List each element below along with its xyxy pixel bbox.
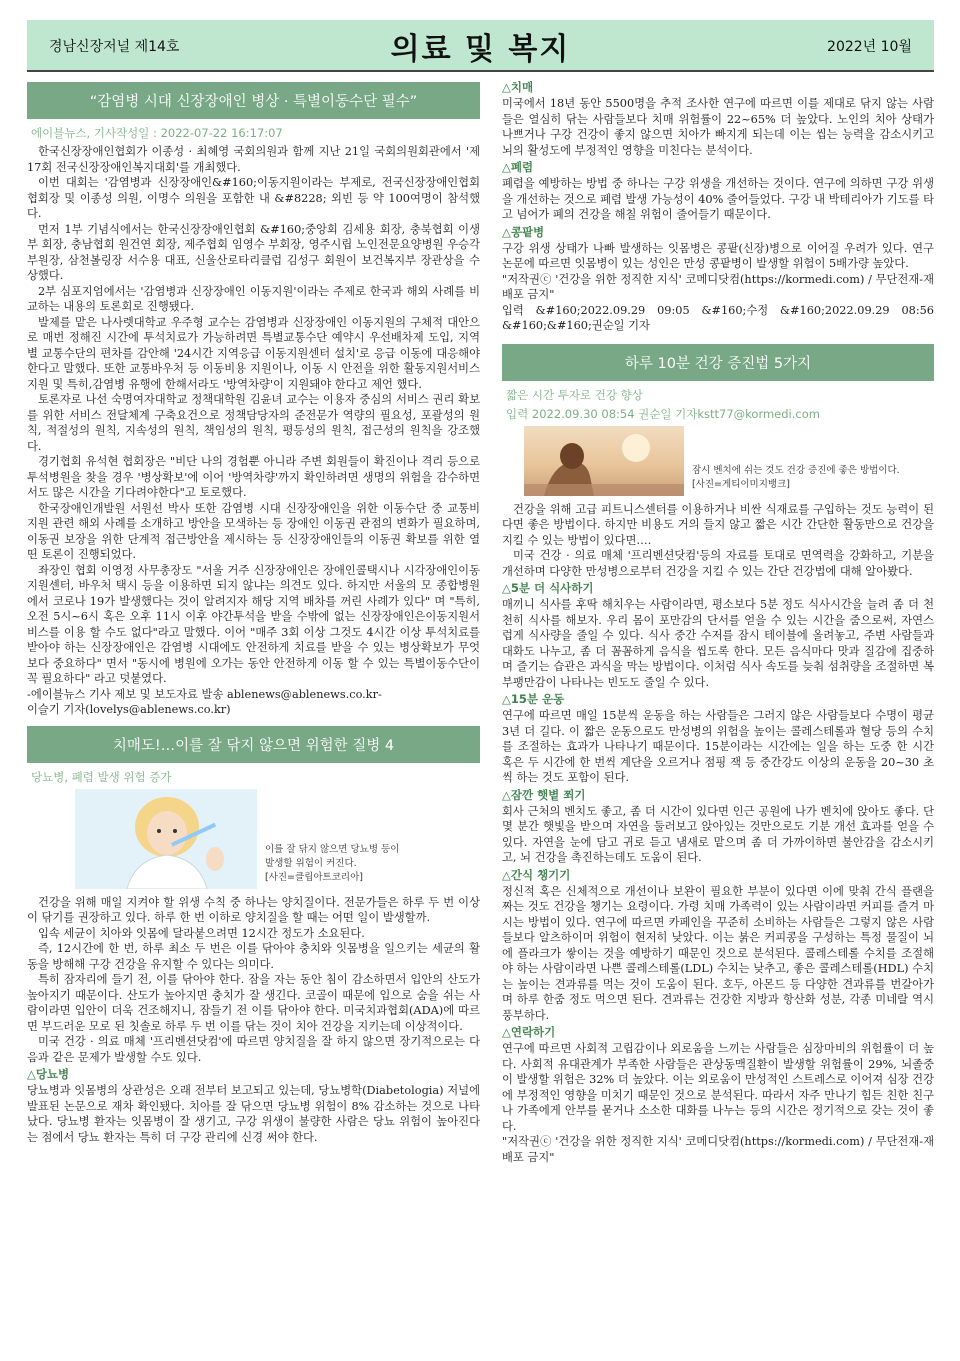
article2-subtitle: 당뇨병, 폐렴 발생 위험 증가 (31, 769, 172, 784)
dementia-heading: △치매 (502, 80, 534, 94)
pneumonia-text: 폐렴을 예방하는 방법 중 하나는 구강 위생을 개선하는 것이다. 연구에 의하면 구강 위생을 개선하는 것으로 폐렴 발생 가능성이 40% 줄어들었다. 구강 내 박테리아가 기도를 타고 넘어가 폐의 건강을 해칠 위험이 줄어들기 때문이다. (502, 177, 934, 221)
article2-title: 치매도!…이를 잘 닦지 않으면 위험한 질병 4 (27, 726, 480, 763)
diabetes-text: 당뇨병과 잇몸병의 상관성은 오래 전부터 보고되고 있는데, 당뇨병학(Diabetologia) 저널에 발표된 논문으로 재차 확인됐다. 치아를 잘 닦으면 당뇨병 위험이 8% 감소하는 것으로 나타났다. 당뇨병 환자는 잇몸병이 잘 생기고, 구강 위생이 불량한 사람은 당뇨 위험이 높아진다는 점에서 당뇨 환자는 특히 더 구강 관리에 신경 써야 한다. (27, 1084, 480, 1144)
snack-text: 정신적 혹은 신체적으로 개선이나 보완이 필요한 부분이 있다면 이에 맞춰 간식 플랜을 짜는 것도 건강을 챙기는 요령이다. 가령 치매 가족력이 있는 사람이라면 커피를 즐겨 마시는 방법이 있다. 연구에 따르면 카페인을 꾸준히 소비하는 사람들은 그렇지 않은 사람들보다 알츠하이머 위험이 현저히 낮았다. 이는 붉은 커피콩을 구성하는 특정 물질이 뇌에 플라크가 쌓이는 것을 예방하기 때문인 것으로 분석된다. 콜레스테롤 수치를 조절해야 하는 사람이라면 나쁜 콜레스테롤(LDL) 수치는 낮추고, 좋은 콜레스테롤(HDL) 수치는 높이는 견과류를 먹는 것이 도움이 된다. 호두, 아몬드 등 다양한 견과류를 번갈아가며 하루 한줌 정도 먹으면 된다. 견과류는 건강한 지방과 항산화 성분, 각종 미네랄 역시 풍부하다. (502, 884, 934, 1022)
article2-paragraph: 즉, 12시간에 한 번, 하루 최소 두 번은 이를 닦아야 충치와 잇몸병을 일으키는 세균의 활동을 방해해 구강 건강을 유지할 수 있다는 의미다. (27, 942, 480, 971)
left-column (27, 82, 480, 1145)
toothbrush-photo (75, 789, 257, 889)
article2-copyright: "저작권ⓒ '건강을 위한 정직한 지식' 코메디닷컴(https://kormedi.com) / 무단전재-재배포 금지" (502, 272, 934, 301)
article2-paragraph: 특히 잠자리에 들기 전, 이를 닦아야 한다. 잠을 자는 동안 침이 감소하면서 입안의 산도가 높아지기 때문이다. 산도가 높아지면 충치가 잘 생긴다. 코골이 때문에 입으로 숨을 쉬는 사람이라면 입안이 더욱 건조해지니, 잠들기 전 이를 닦아야 한다. 미국치과협회(ADA)에 따르면 부드러운 모로 된 칫솔로 하루 두 번 이를 닦는 것이 치아 건강을 지키는데 이상적이다. (27, 973, 480, 1033)
sunlight-heading: △잠깐 햇볕 쬐기 (502, 787, 586, 802)
article3-title: 하루 10분 건강 증진법 5가지 (502, 344, 934, 381)
article2-input-line: 입력 &#160;2022.09.29 09:05 &#160;수정 &#160;2022.09.29 08:56 &#160;&#160;권순일 기자 (502, 303, 934, 332)
right-column (502, 78, 934, 1165)
article3-intro: 건강을 위해 고급 피트니스센터를 이용하거나 비싼 식재료를 구입하는 것도 능력이 된다면 좋은 방법이다. 하지만 비용도 거의 들지 않고 짧은 시간 간단한 활동만으로 건강을 지킬 수 있는 방법이 있다면…. (502, 502, 934, 547)
diabetes-heading: △당뇨병 (27, 1067, 70, 1081)
article1-paragraph: 한국장애인개발원 서원선 박사 또한 감염병 시대 신장장애인을 위한 이동수단 중 교통비 지원 관련 해외 사례를 소개하고 방안을 모색하는 등 장애인 이동권 관점의 변화가 필요하며, 이동권 보장을 위한 단계적 접근방안을 제시하는 등 신장장애인들의 이동권 확보를 위한 열띤 토론이 진행되었다. (27, 501, 480, 561)
article2-caption: 이를 잘 닦지 않으면 당뇨병 등이 발생할 위험이 커진다. [사진=클립아트코리아] (265, 843, 400, 883)
page-title: 의료 및 복지 (390, 32, 571, 67)
article1-paragraph: 토론자로 나선 숙명여자대학교 정책대학원 김윤녀 교수는 이용자 중심의 서비스 권리 확보를 위한 서비스 전달체계 구축요건으로 정책담당자의 준전문가 역량의 필요성, 포괄성의 원칙, 적절성의 원칙, 지속성의 원칙, 책임성의 원칙, 평등성의 원칙, 접근성의 원칙을 강조했다. (27, 393, 480, 453)
article3-caption: 잠시 벤치에 쉬는 것도 건강 증진에 좋은 방법이다. [사진=게티이미지뱅크] (692, 464, 900, 490)
eating-heading: △5분 더 식사하기 (502, 581, 594, 595)
article3-subtitle: 짧은 시간 투자로 건강 향상 (506, 387, 643, 402)
issue-date: 2022년 10월 (827, 39, 912, 55)
article1-author: 이슬기 기자(lovelys@ablenews.co.kr) (27, 703, 231, 716)
article1-paragraph: 좌장인 협회 이영정 사무총장도 "서울 거주 신장장애인은 장애인콜택시나 시각장애인이동지원센터, 바우처 택시 등을 이용하면 되지 않냐는 의견도 있다. 하지만 서울의 모 종합병원에서 코로나 19가 발생했다는 것이 알려지자 해당 지역 배차를 꺼린 사례가 있다" 며 "특히, 오전 5시~6시 혹은 오후 11시 이후 야간투석을 받을 수밖에 없는 신장장애인은이동지원서비스를 이용 할 수도 없다"라고 말했다. 이어 "매주 3회 이상 그것도 4시간 이상 투석치료를 받아야 하는 신장장애인은 감염병 시대에도 안전하게 치료를 받을 수 있는 병상확보가 무엇보다 중요하다" 면서 "동시에 병원에 오가는 동안 안전하게 이동 할 수 있는 특별이동수단이 꼭 필요하다" 라고 덧붙였다. (27, 563, 480, 685)
sunlight-text: 회사 근처의 벤치도 좋고, 좀 더 시간이 있다면 인근 공원에 나가 벤치에 앉아도 좋다. 단 몇 분간 햇빛을 받으며 자연을 둘러보고 앉아있는 것만으로도 기분 개선 효과를 얻을 수 있다. 자연을 눈에 담고 귀로 듣고 냄새로 맡으며 좀 더 가까이하면 불안감을 감소시키고, 뇌 건강을 촉진하는데도 도움이 된다. (502, 804, 934, 864)
article1-paragraph: 2부 심포지엄에서는 '감염병과 신장장애인 이동지원'이라는 주제로 한국과 해외 사례를 비교하는 내용의 토론회로 진행됐다. (27, 284, 480, 313)
article1-byline: 에이블뉴스, 기사작성일 : 2022-07-22 16:17:07 (31, 126, 283, 140)
article3-copyright: "저작권ⓒ '건강을 위한 정직한 지식' 코메디닷컴(https://kormedi.com) / 무단전재-재배포 금지" (502, 1135, 934, 1164)
contact-text: 연구에 따르면 사회적 고립감이나 외로움을 느끼는 사람들은 심장마비의 위험률이 더 높다. 사회적 유대관계가 부족한 사람들은 관상동맥질환이 발생할 위험률이 29%, 뇌졸중이 발생할 위험은 32% 더 높았다. 이는 외로움이 만성적인 스트레스로 이어져 심장 건강에 부정적인 영향을 미치기 때문인 것으로 분석된다. 따라서 자주 만나기 힘든 친한 친구나 가족에게 안부를 묻거나 소소한 대화를 나누는 등의 시간은 정기적으로 갖는 것이 좋다. (502, 1042, 934, 1133)
article3-byline: 입력 2022.09.30 08:54 권순일 기자kstt77@kormedi.com (506, 406, 820, 421)
article1-paragraph: 이번 대회는 '감염병과 신장장애인&#160;이동지원이라는 부제로, 전국신장장애인협회 협회장 및 이종성 의원, 이명수 의원을 포함한 내 &#8228; 외빈 등 약 100여명이 참석했다. (27, 176, 480, 220)
kidney-text: 구강 위생 상태가 나빠 발생하는 잇몸병은 콩팥(신장)병으로 이어질 우려가 있다. 연구 논문에 따르면 잇몸병이 있는 성인은 만성 콩팥병이 발생할 위험이 5배가량 높았다. (502, 241, 934, 270)
contact-heading: △연락하기 (502, 1025, 556, 1039)
article2-paragraph: 건강을 위해 매일 지켜야 할 위생 수칙 중 하나는 양치질이다. 전문가들은 하루 두 번 이상 이 닦기를 권장하고 있다. 하루 한 번 이하로 양치질을 할 때는 어떤 일이 발생할까. (27, 895, 480, 924)
snack-heading: △간식 챙기기 (502, 867, 571, 882)
article3-intro: 미국 건강 · 의료 매체 '프리벤션닷컴'등의 자료를 토대로 면역력을 강화하고, 기분을 개선하며 다양한 만성병으로부터 건강을 지킬 수 있는 간단 건강법에 대해 알아봤다. (502, 549, 934, 578)
article1-footer: -에이블뉴스 기사 제보 및 보도자료 발송 ablenews@ablenews.co.kr- (27, 687, 382, 701)
article3-figure (502, 426, 934, 496)
article1-paragraph: 먼저 1부 기념식에서는 한국신장장애인협회 &#160;중앙회 김세용 회장, 충북협회 이생부 회장, 충남협회 원건연 회장, 제주협회 임영수 부회장, 영주시립 노인전문요양병원 우승각 부원장, 삼천볼링장 서수용 대표, 신울산로타리클럽 김성구 회원이 보건복지부 장관상을 수상했다. (27, 222, 480, 282)
article2-paragraph: 입속 세균이 치아와 잇몸에 달라붙으려면 12시간 정도가 소요된다. (38, 926, 365, 940)
sunset-bench-photo (524, 426, 684, 496)
exercise-heading: △15분 운동 (502, 692, 565, 706)
masthead (27, 20, 934, 72)
eating-text: 매끼니 식사를 후딱 해치우는 사람이라면, 평소보다 5분 정도 식사시간을 늘려 좀 더 천천히 식사를 해보자. 우리 몸이 포만감의 단서를 얻을 수 있는 시간을 줌으로써, 자연스럽게 식사량을 줄일 수 있다. 식사 중간 수저를 잠시 테이블에 올려놓고, 주변 사람들과 대화도 나누고, 좀 더 꼼꼼하게 음식을 씹도록 한다. 모든 음식마다 맛과 질감에 집중하며 즐기는 습관은 과식을 막는 방법이다. 이처럼 식사 속도를 늦춰 섬취량을 조절하면 복부팽만감이 나타나는 빈도도 줄일 수 있다. (502, 598, 934, 689)
kidney-heading: △콩팥병 (502, 224, 545, 239)
dementia-text: 미국에서 18년 동안 5500명을 추적 조사한 연구에 따르면 이를 제대로 닦지 않는 사람들은 열심히 닦는 사람들보다 치매 위험률이 22~65% 더 높았다. 노인의 치아 상태가 나쁘거나 구강 건강이 좋지 않으면 치아가 빠지게 되는데 이는 씹는 능력을 감소시키고 뇌의 활성도에 부정적인 영향을 미친다는 분석이다. (502, 97, 934, 157)
article2-figure (27, 789, 480, 889)
pneumonia-heading: △폐렴 (502, 160, 534, 174)
article2-paragraph: 미국 건강 · 의료 매체 '프리벤션닷컴'에 따르면 양치질을 잘 하지 않으면 장기적으로는 다음과 같은 문제가 발생할 수도 있다. (27, 1035, 480, 1064)
article1-paragraph: 경기협회 유석현 협회장은 "비단 나의 경험뿐 아니라 주변 회원들이 확진이나 격리 등으로 투석병원을 찾을 경우 '병상확보'에 이어 '방역차량'까지 확인하려면 생명의 위험을 감수하면서도 많은 시간을 기다려야한다"고 토로했다. (27, 455, 480, 499)
article1-paragraph: 한국신장장애인협회가 이종성 · 최혜영 국회의원과 함께 지난 21일 국회의원회관에서 '제17회 전국신장장애인복지대회'를 개최했다. (27, 145, 480, 174)
article1-title: “감염병 시대 신장장애인 병상 · 특별이동수단 필수” (27, 82, 480, 119)
article1-paragraph: 발제를 맡은 나사렛대학교 우주형 교수는 감염병과 신장장애인 이동지원의 구체적 대안으로 매번 정해진 시간에 투석치료가 가능하려면 특별교통수단 예약시 우선배차제 도입, 지역별 교통수단의 편차를 감안해 '24시간 지역응급 이동지원센터 설치'로 응급 이동에 대응해야 한다고 말했다. 또한 교통바우처 등 이동비용 지원이나, 이동 시 안전을 위한 활동지원서비스 지원 및 특히,감염병 유행에 한해서라도 '방역차량'이 지원돼야 한다고 제언 했다. (27, 315, 480, 391)
journal-issue: 경남신장저널 제14호 (49, 39, 180, 55)
exercise-text: 연구에 따르면 매일 15분씩 운동을 하는 사람들은 그러지 않은 사람들보다 수명이 평균 3년 더 길다. 이 짧은 운동으로도 만성병의 위험을 높이는 콜레스테롤과 혈당 등의 수치를 조절하는 효과가 나타나기 때문이다. 15분이라는 시간에는 일을 하는 도중 한 시간 혹은 두 시간에 한 번씩 계단을 오르거나 점핑 잭 등 중간강도 이상의 운동을 20~30 초씩 하는 것도 포함이 된다. (502, 709, 934, 784)
